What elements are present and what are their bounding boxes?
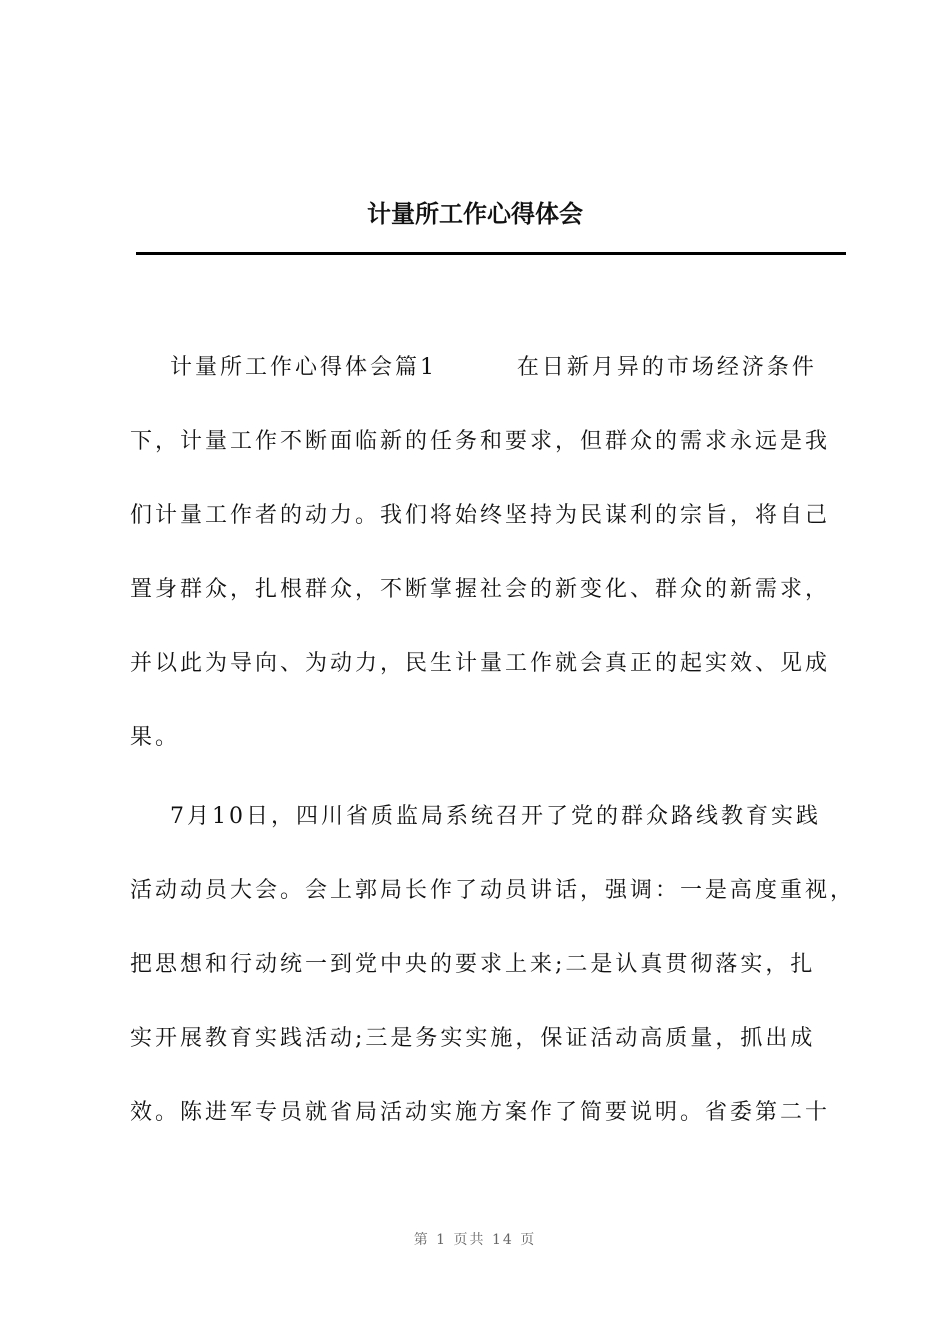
paragraph-line: 7月10日，四川省质监局系统召开了党的群众路线教育实践 bbox=[130, 804, 821, 829]
paragraph-line: 实开展教育实践活动;三是务实实施，保证活动高质量，抓出成 bbox=[130, 1026, 816, 1051]
paragraph-line: 计量所工作心得体会篇1 在日新月异的市场经济条件 bbox=[130, 355, 817, 380]
paragraph-line: 置身群众，扎根群众，不断掌握社会的新变化、群众的新需求， bbox=[130, 577, 831, 602]
page-number-footer: 第 1 页共 14 页 bbox=[413, 1232, 537, 1248]
paragraph-line: 把思想和行动统一到党中央的要求上来;二是认真贯彻落实，扎 bbox=[130, 952, 816, 977]
title-underline bbox=[136, 252, 846, 255]
paragraph-line: 们计量工作者的动力。我们将始终坚持为民谋利的宗旨，将自己 bbox=[130, 503, 831, 528]
document-title: 计量所工作心得体会 bbox=[367, 200, 583, 228]
paragraph-line: 果。 bbox=[130, 725, 181, 750]
paragraph-line: 下，计量工作不断面临新的任务和要求，但群众的需求永远是我 bbox=[130, 429, 831, 454]
paragraph-line: 活动动员大会。会上郭局长作了动员讲话，强调：一是高度重视， bbox=[130, 878, 856, 903]
paragraph-line: 并以此为导向、为动力，民生计量工作就会真正的起实效、见成 bbox=[130, 651, 831, 676]
paragraph-line: 效。陈进军专员就省局活动实施方案作了简要说明。省委第二十 bbox=[130, 1100, 831, 1125]
